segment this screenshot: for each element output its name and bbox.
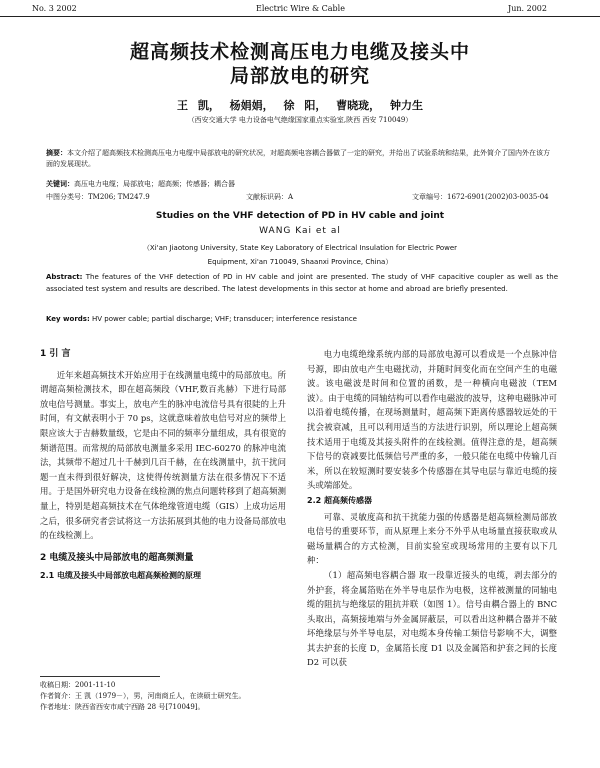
abstract-cn (46, 147, 556, 170)
running-header (0, 2, 600, 17)
issue-number: No. 3 2002 (32, 4, 77, 13)
english-abstract-text: The features of the VHF detection of PD in HV cable and joint are presented. The study of VHF capacitive coupler as well as the associated test system and results are described. The latest developments in this sector at home and abroad are briefly presented. (46, 273, 558, 293)
english-keywords (46, 313, 558, 325)
footnote (40, 680, 290, 713)
issue-date: Jun. 2002 (508, 4, 547, 13)
english-abstract-label: Abstract: (46, 273, 83, 281)
received-date: 收稿日期：2001-11-10 (40, 681, 116, 689)
principle-paragraph: 电力电缆绝缘系统内部的局部放电源可以看成是一个点脉冲信号源，即由放电产生电磁扰动，并随时间变化而在空间产生的电磁波。该电磁波是时间和位置的函数，是一种横向电磁波（TEM 波）。由于电缆的同轴结构可以看作电磁波的波导，这种电磁脉冲可以沿着电缆传播，在现场测量时，超高频下距离传感器较远处的干扰会被衰减，且可以利用适当的方法进行识别，所以理论上超高频技术适用于电缆及其接头附件的在线检测。值得注意的是，超高频下信号的衰减要比低频信号严重的多，一般只能在电缆中传输几百米，所以在较短测时要安装多个传感器在其导电层与靠近电缆的接头或端部处。 (307, 349, 557, 491)
english-keywords-text: HV power cable; partial discharge; VHF; transducer; interference resistance (92, 315, 357, 323)
document-code: 文献标识码：A (246, 193, 294, 201)
english-affiliation-line1: （Xi'an Jiaotong University, State Key Laboratory of Electrical Insulation for Electric Power (142, 244, 458, 252)
capacitive-coupler-paragraph: （1）超高频电容耦合器 取一段靠近接头的电缆，剥去部分的外护套，将金属箔贴在外半导电层作为电极，这样被测量的同轴电缆的阻抗与绝缘层的阻抗并联（如图 1）。信号由耦合器上的 BNC 头取出，高频接地端与外金属屏蔽层，可以看出这种耦合器并不破坏绝缘层与外半导电层，对电缆本身传输工频信号影响不大，调整其去护套的长度 D，金属箔长度 D1 以及金属箔和护套之间的长度 D2 可以获 (307, 569, 557, 668)
english-keywords-label: Key words: (46, 315, 90, 323)
author-bio: 作者简介：王 凯（1979－），男，河南商丘人，在读硕士研究生。 (40, 692, 246, 700)
english-abstract (46, 271, 558, 295)
author-address: 作者地址：陕西省西安市咸宁西路 28 号[710049]。 (40, 703, 205, 711)
section-2-1-heading: 2.1 电缆及接头中局部放电超高频检测的原理 (40, 571, 201, 581)
footnote-rule (40, 676, 160, 677)
paper-title-line1: 超高频技术检测高压电力电缆及接头中 (129, 41, 470, 63)
paper-title-line2: 局部放电的研究 (229, 65, 370, 87)
affiliation: （西安交通大学 电力设备电气绝缘国家重点实验室,陕西 西安 710049） (187, 116, 413, 124)
left-column (40, 347, 286, 584)
article-number: 文章编号：1672-6901(2002)03-0035-04 (412, 193, 549, 201)
classification-ids (46, 192, 556, 203)
section-1-paragraph: 近年来超高频技术开始应用于在线测量电缆中的局部放电。所谓超高频检测技术，即在超高频段（VHF,数百兆赫）下进行局部放电信号测量。事实上，放电产生的脉冲电流信号具有很陡的上升时间，有文献表明小于 70 ps，这就意味着放电信号对应的频带上限应该大于吉赫数量级，它是由不同的频率分量组成，具有很宽的频谱范围。而常规的局部放电测量多采用 IEC-60270 的脉冲电流法，其频带不超过几十千赫到几百千赫，在在线测量中，抗干扰问题一直未得到很好解决，这使得传统测量方法在很多情况下不适用。于是国外研究电力设备在线检测的焦点问题转移到了超高频测量上，特别是超高频技术在气体绝缘管道电缆（GIS）上成功运用之后，很多研究者尝试将这一方法拓展到其他的电力设备局部放电的在线检测上。 (40, 369, 286, 541)
clc-number: 中图分类号：TM206; TM247.9 (46, 193, 150, 201)
section-1-heading: 1 引 言 (40, 349, 71, 359)
abstract-cn-text: 本文介绍了超高频技术检测高压电力电缆中局部放电的研究状况，对超高频电容耦合器做了一定的研究，并给出了试验系统和结果，此外简介了国内外在该方面的发展现状。 (46, 149, 550, 168)
keywords-cn-label: 关键词： (46, 179, 74, 188)
keywords-cn-text: 高压电力电缆；局部放电；超高频；传感器；耦合器 (74, 180, 235, 188)
right-column (307, 347, 557, 670)
section-2-2-heading: 2.2 超高频传感器 (307, 495, 372, 505)
english-title: Studies on the VHF detection of PD in HV cable and joint (155, 211, 445, 221)
keywords-cn (46, 178, 556, 190)
section-2-heading: 2 电缆及接头中局部放电的超高频测量 (40, 552, 194, 563)
abstract-cn-label: 摘要： (46, 148, 67, 157)
sensor-intro-paragraph: 可靠、灵敏度高和抗干扰能力强的传感器是超高频检测局部放电信号的重要环节，而从原理上来分不外乎从电场量直接获取或从磁场量耦合的方式检测，目前实验室或现场常用的主要有以下几种： (307, 511, 557, 566)
author-list: 王 凯， 杨娟娟， 徐 阳， 曹晓珑， 钟力生 (177, 99, 423, 112)
journal-name: Electric Wire & Cable (256, 4, 345, 13)
english-author: WANG Kai et al (259, 226, 341, 236)
english-affiliation-line2: Equipment, Xi'an 710049, Shaanxi Province, China） (207, 258, 393, 266)
